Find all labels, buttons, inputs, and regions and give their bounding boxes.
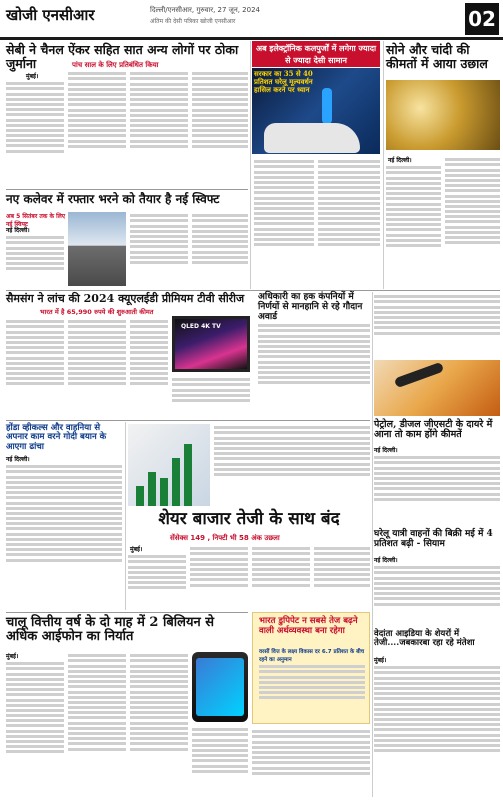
headline-swift: नए कलेवर में रफ्तार भरने को तैयार है नई स्विफ्ट (6, 192, 220, 206)
body-companies (258, 322, 370, 416)
divider (6, 189, 248, 190)
body-market-col1 (128, 553, 186, 608)
dateline-fuel: नई दिल्ली। (374, 447, 398, 454)
headline-iphone: चालू वित्तीय वर्ष के दो माह में 2 बिलियन से अधिक आईफोन का निर्यात (6, 615, 215, 645)
body-sebi-col1 (6, 80, 64, 185)
bar-icon (184, 444, 192, 506)
phone-screen (196, 658, 244, 716)
swift-photo (68, 212, 126, 286)
subhead-market: सेंसेक्स 149 , निफ्टी भी 58 अंक उछला (170, 534, 280, 542)
body-companies-col3 (214, 424, 370, 506)
market-photo (128, 424, 210, 506)
body-iphone-col2 (68, 652, 126, 796)
dateline-gold: नई दिल्ली। (388, 157, 412, 164)
body-ev-col2 (318, 158, 380, 286)
dateline-iphone: मुंबई। (6, 653, 19, 660)
body-samsung-col3 (130, 318, 168, 416)
column-rule (250, 41, 251, 289)
tv-photo (172, 316, 250, 372)
gold-photo (386, 80, 500, 150)
headline-gold: सोने और चांदी की कीमतों में आया उछाल (386, 42, 488, 71)
headline-samsung: सैमसंग ने लांच की 2024 क्यूएलईडी प्रीमियम टीवी सीरीज (6, 292, 245, 305)
body-swift-col1 (6, 234, 64, 286)
issue-date: दिल्ली/एनसीआर, गुरुवार, 27 जून, 2024 (150, 6, 260, 14)
body-samsung-col1 (6, 318, 64, 416)
brand-name: खोजी एनसीआर (6, 6, 95, 24)
body-swift-col3 (192, 212, 248, 286)
body-honda (6, 463, 122, 608)
dateline-market: मुंबई। (130, 546, 143, 553)
bar-icon (172, 458, 180, 506)
ev-callout: सरकार का 35 से 40 प्रतिशत घरेलू मूल्यवर्धन हासिल करने पर ध्यान (254, 69, 313, 95)
column-rule (383, 41, 384, 289)
dateline-vedanta: मुंबई। (374, 657, 387, 664)
headline-sebi: सेबी ने चैनल ऐंकर सहित सात अन्य लोगों पर ठोका जुर्माना (6, 42, 239, 71)
fuel-hose-icon (394, 362, 444, 388)
body-market-col2 (190, 545, 248, 608)
page-number: 02 (465, 3, 499, 35)
body-gold-col2 (445, 156, 500, 286)
divider (6, 290, 500, 291)
iphone-photo (192, 652, 248, 722)
headline-autosales: घरेलू यात्री वाहनों की बिक्री मई में 4 प्रतिशत बढ़ी - सियाम (374, 529, 493, 549)
gdp-box (252, 612, 370, 724)
headline-vedanta: वेदांता आइडिया के शेयरों में तेजी....जबकारबा रहा रहे मंतेशा (374, 629, 475, 649)
subhead-gdp: वरसीं वित्त के लक्ष्य विकास दर 6.7 प्रतिशत के बीच रहने का अनुमान (259, 649, 365, 663)
dateline-swift: नई दिल्ली। (6, 227, 30, 234)
dateline-autosales: नई दिल्ली। (374, 557, 398, 564)
dateline-sebi: मुंबई। (26, 73, 39, 80)
headline-honda: होंडा व्हीकल्स और वाहनिया से अपनार काम वरने गोदी बयान के आएगा ढांचा (6, 423, 107, 452)
headline-market: शेयर बाजार तेजी के साथ बंद (158, 509, 340, 529)
fuel-photo (374, 360, 500, 416)
body-gdp (259, 663, 365, 721)
headline-companies: अधिकारी का हक कंपनियों में निर्णयों से मानहानि से रहे गौदान अवार्ड (258, 292, 363, 322)
body-companies-col2 (374, 293, 500, 357)
divider (6, 420, 370, 421)
body-market-col3 (252, 545, 310, 608)
body-iphone-col4 (192, 726, 248, 796)
bar-icon (160, 478, 168, 506)
divider (6, 612, 248, 613)
headline-fuel: पेट्रोल, डीजल जीएसटी के दायरे में आना तो काम होंगे कीमतें (374, 419, 493, 441)
masthead (0, 0, 503, 40)
charging-plug-icon (322, 88, 332, 124)
body-samsung-col2 (68, 318, 126, 416)
body-autosales (374, 564, 500, 624)
headline-gdp: भारत डुपिपेट न सबसे तेज बढ़ने वाली अर्थव्यवस्था बना रहेगा (259, 616, 358, 636)
bar-icon (136, 486, 144, 506)
body-vedanta (374, 664, 500, 796)
body-fuel (374, 454, 500, 526)
subhead-swift: अब 5 सितंबर तक के लिए नई स्विफ्ट (6, 213, 66, 228)
body-market-col4 (314, 545, 370, 608)
body-sebi-col2 (68, 70, 126, 185)
subhead-sebi: पांच साल के लिए प्रतिबंधित किया (72, 61, 159, 69)
column-rule (372, 292, 373, 797)
body-iphone-col3 (130, 652, 188, 796)
dateline-honda: नई दिल्ली। (6, 456, 30, 463)
bar-icon (148, 472, 156, 506)
tv-label: QLED 4K TV (181, 323, 221, 330)
body-samsung-col4 (172, 376, 250, 416)
body-gdp-cont (252, 728, 370, 796)
body-swift-col2 (130, 212, 188, 286)
car-icon (264, 123, 360, 153)
body-gold-col1 (386, 164, 441, 286)
subhead-samsung: भारत में है 65,990 रुपये की शुरुआती कीमत (40, 308, 154, 316)
column-rule (125, 422, 126, 610)
body-sebi-col3 (130, 70, 188, 185)
ev-banner: अब इलेक्ट्रॉनिक कलपुर्जों में लगेगा ज्यादा से ज्यादा देसी सामान (252, 41, 380, 67)
masthead-sub: अंतिम की देसी पत्रिका खोजी एनसीआर (150, 18, 236, 25)
body-sebi-col4 (192, 70, 248, 185)
body-ev-col1 (254, 158, 314, 286)
body-iphone-col1 (6, 660, 64, 796)
